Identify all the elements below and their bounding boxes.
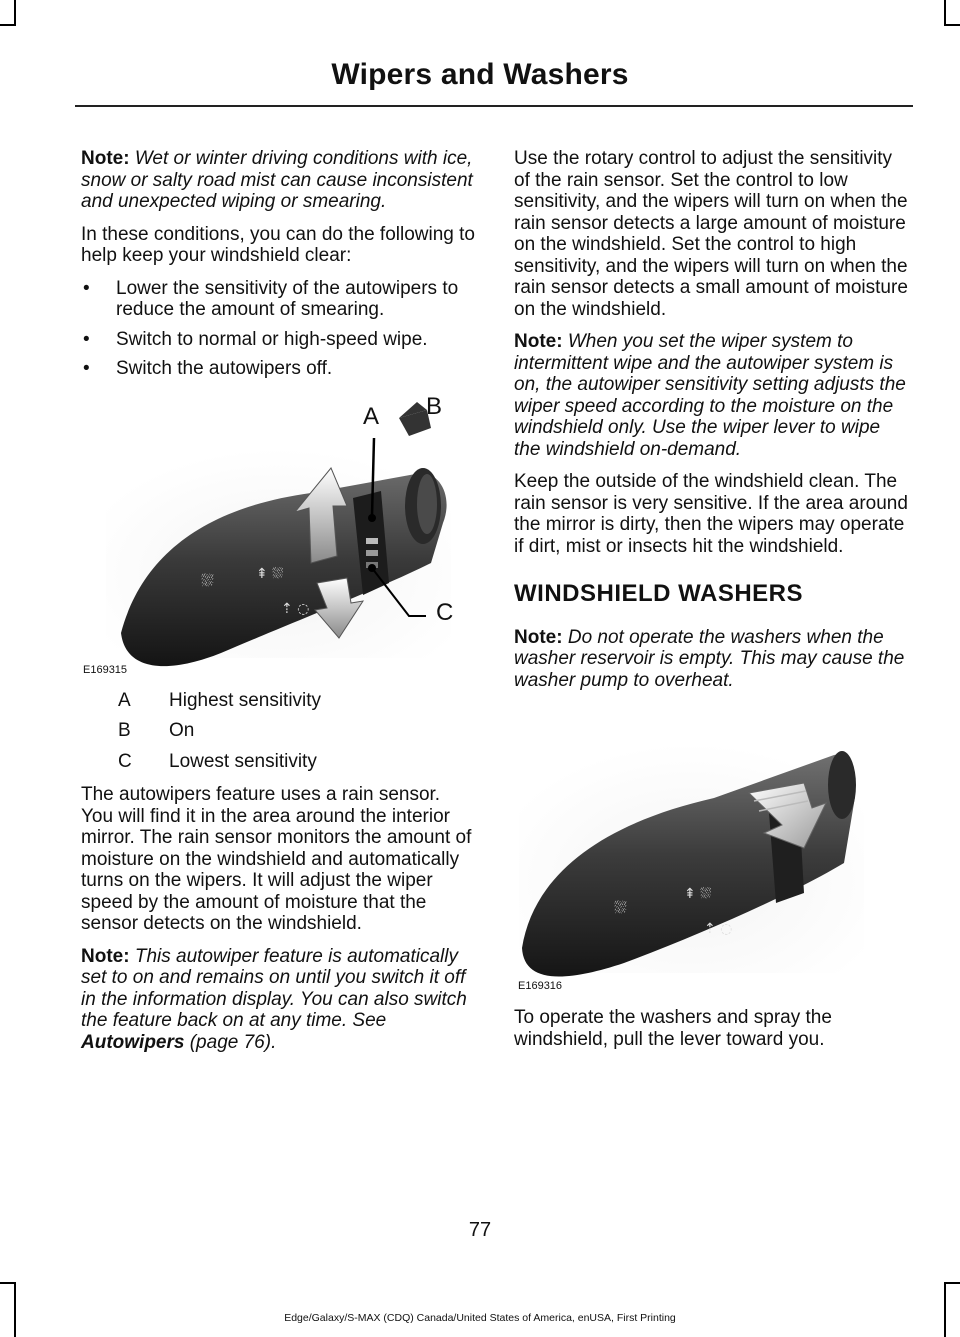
tips-list [81,278,476,380]
legend-value: Lowest sensitivity [169,750,317,772]
crop-mark [944,24,960,26]
crop-mark [14,1282,16,1337]
svg-text:⇞ ⛆: ⇞ ⛆ [684,886,712,902]
note-washer-reservoir [514,627,909,692]
list-item: • Switch to normal or high-speed wipe. [81,329,476,351]
page-reference: (page 76). [189,1031,277,1053]
note-text: Wet or winter driving conditions with ice, snow or salty road mist can cause inconsistent and unexpected wiping or smearing. [81,148,473,212]
svg-text:⛆: ⛆ [201,570,214,590]
svg-text:⇞ ⛆: ⇞ ⛆ [256,565,284,582]
note-label: Note: [81,945,130,967]
rotary-control-paragraph: Use the rotary control to adjust the sensitivity of the rain sensor. Set the control to low sensitivity, and the wipers will turn on when the rain sensor detects a large amount of moisture on the windshield. Set the control to high sensitivity, and the wipers will turn on when the rain sensor detects a small amount of moisture on the windshield. [514,148,908,320]
washer-lever-illustration [514,733,909,995]
sensitivity-legend [81,690,476,773]
crop-mark [0,1282,16,1284]
callout-b-label: B [426,392,443,420]
svg-text:⇡ ◌: ⇡ ◌ [704,921,733,937]
note-wet-conditions [81,148,476,213]
wiper-lever-illustration [81,388,476,678]
note-text: This autowiper feature is automatically set to on and remains on until you switch it off in the information display. You can also switch the feature back on at any time. See [81,945,467,1031]
crop-mark [944,1282,946,1337]
autowipers-link[interactable]: Autowipers [81,1031,185,1053]
legend-key: A [118,689,131,711]
legend-value: On [169,720,195,741]
keep-clean-paragraph: Keep the outside of the windshield clean. The rain sensor is very sensitive. If the area around the mirror is dirty, then the wipers may operate if dirt, mist or insects hit the windshield. [514,471,908,557]
figure-wiper-lever-sensitivity [81,388,476,678]
note-label: Note: [514,331,563,352]
operate-washers-paragraph: To operate the washers and spray the windshield, pull the lever toward you. [514,1007,832,1050]
crop-mark [0,24,16,26]
callout-c-label: C [436,598,454,626]
page-title: Wipers and Washers [331,58,629,91]
note-label: Note: [81,148,130,169]
note-autowiper-default [81,946,476,1054]
list-item: • Lower the sensitivity of the autowipers to reduce the amount of smearing. [81,278,476,321]
figure-code: E169315 [83,663,128,676]
footer-edition: Edge/Galaxy/S-MAX (CDQ) Canada/United States of America, enUSA, First Printing [284,1312,676,1324]
legend-row [81,751,476,773]
header-divider [75,105,913,107]
intro-paragraph: In these conditions, you can do the following to help keep your windshield clear: [81,223,475,266]
crop-mark [14,0,16,26]
note-label: Note: [514,626,563,648]
legend-row [81,720,476,742]
callout-a-label: A [363,402,380,430]
svg-text:⛆: ⛆ [614,898,627,917]
note-text: Do not operate the washers when the washer reservoir is empty. This may cause the washer pump to overheat. [514,626,905,691]
left-column [81,148,476,1064]
svg-text:⇡ ◌: ⇡ ◌ [281,600,310,617]
section-heading-windshield-washers: WINDSHIELD WASHERS [514,580,804,607]
figure-code: E169316 [518,980,563,992]
rain-sensor-paragraph: The autowipers feature uses a rain sensor. You will find it in the area around the interior mirror. The rain sensor monitors the amount of moisture on the windshield and automatically turns on the wipers. It will adjust the wiper speed by the amount of moisture that the sensor detects on the windshield. [81,784,472,934]
figure-washer-lever [514,733,909,995]
crop-mark [944,0,946,26]
right-column [514,148,909,1061]
legend-value: Highest sensitivity [169,689,322,711]
legend-key: C [118,750,132,772]
crop-mark [944,1282,960,1284]
list-item: • Switch the autowipers off. [81,358,476,380]
note-text: When you set the wiper system to intermittent wipe and the autowiper system is on, the autowiper sensitivity setting adjusts the wiper speed according to the moisture on the windshield only. Use the wiper lever to wipe the windshield on-demand. [514,331,906,460]
legend-row [81,690,476,712]
legend-key: B [118,720,131,741]
page-number: 77 [468,1219,492,1241]
note-intermittent-wipe [514,331,909,460]
